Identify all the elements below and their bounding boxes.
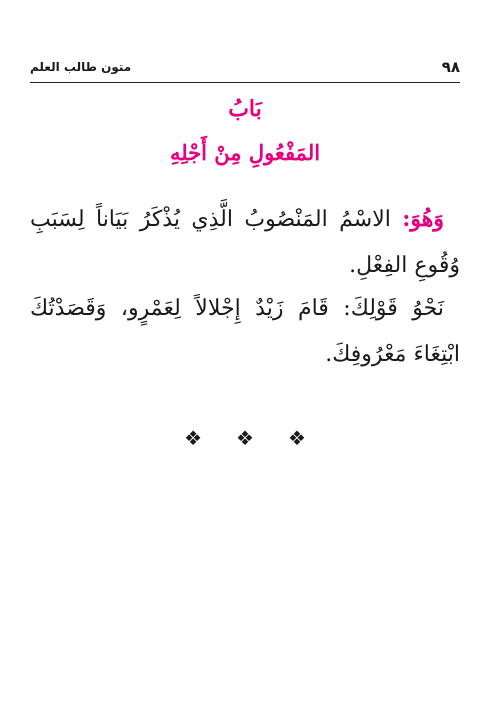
definition-text: الاسْمُ المَنْصُوبُ الَّذِي يُذْكَرُ بَيَاناً لِسَبَبِ وُقُوعِ الفِعْلِ. — [30, 207, 460, 278]
definition-paragraph — [30, 196, 460, 289]
chapter-title: المَفْعُولِ مِنْ أَجْلِهِ — [169, 140, 321, 165]
definition-lead: وَهُوَ: — [402, 206, 444, 232]
running-title: متون طالب العلم — [30, 60, 132, 74]
example-paragraph: نَحْوُ قَوْلِكَ: قَامَ زَيْدٌ إِجْلالاً لِعَمْرٍو، وَقَصَدْتُكَ ابْتِغَاءَ مَعْرُوفِكَ. — [30, 296, 460, 367]
header-rule — [30, 82, 460, 83]
page-header — [30, 58, 460, 82]
section-ornament: ❖❖❖ — [184, 426, 340, 450]
page-number: ٩٨ — [441, 58, 460, 76]
chapter-label: بَابُ — [228, 96, 262, 122]
